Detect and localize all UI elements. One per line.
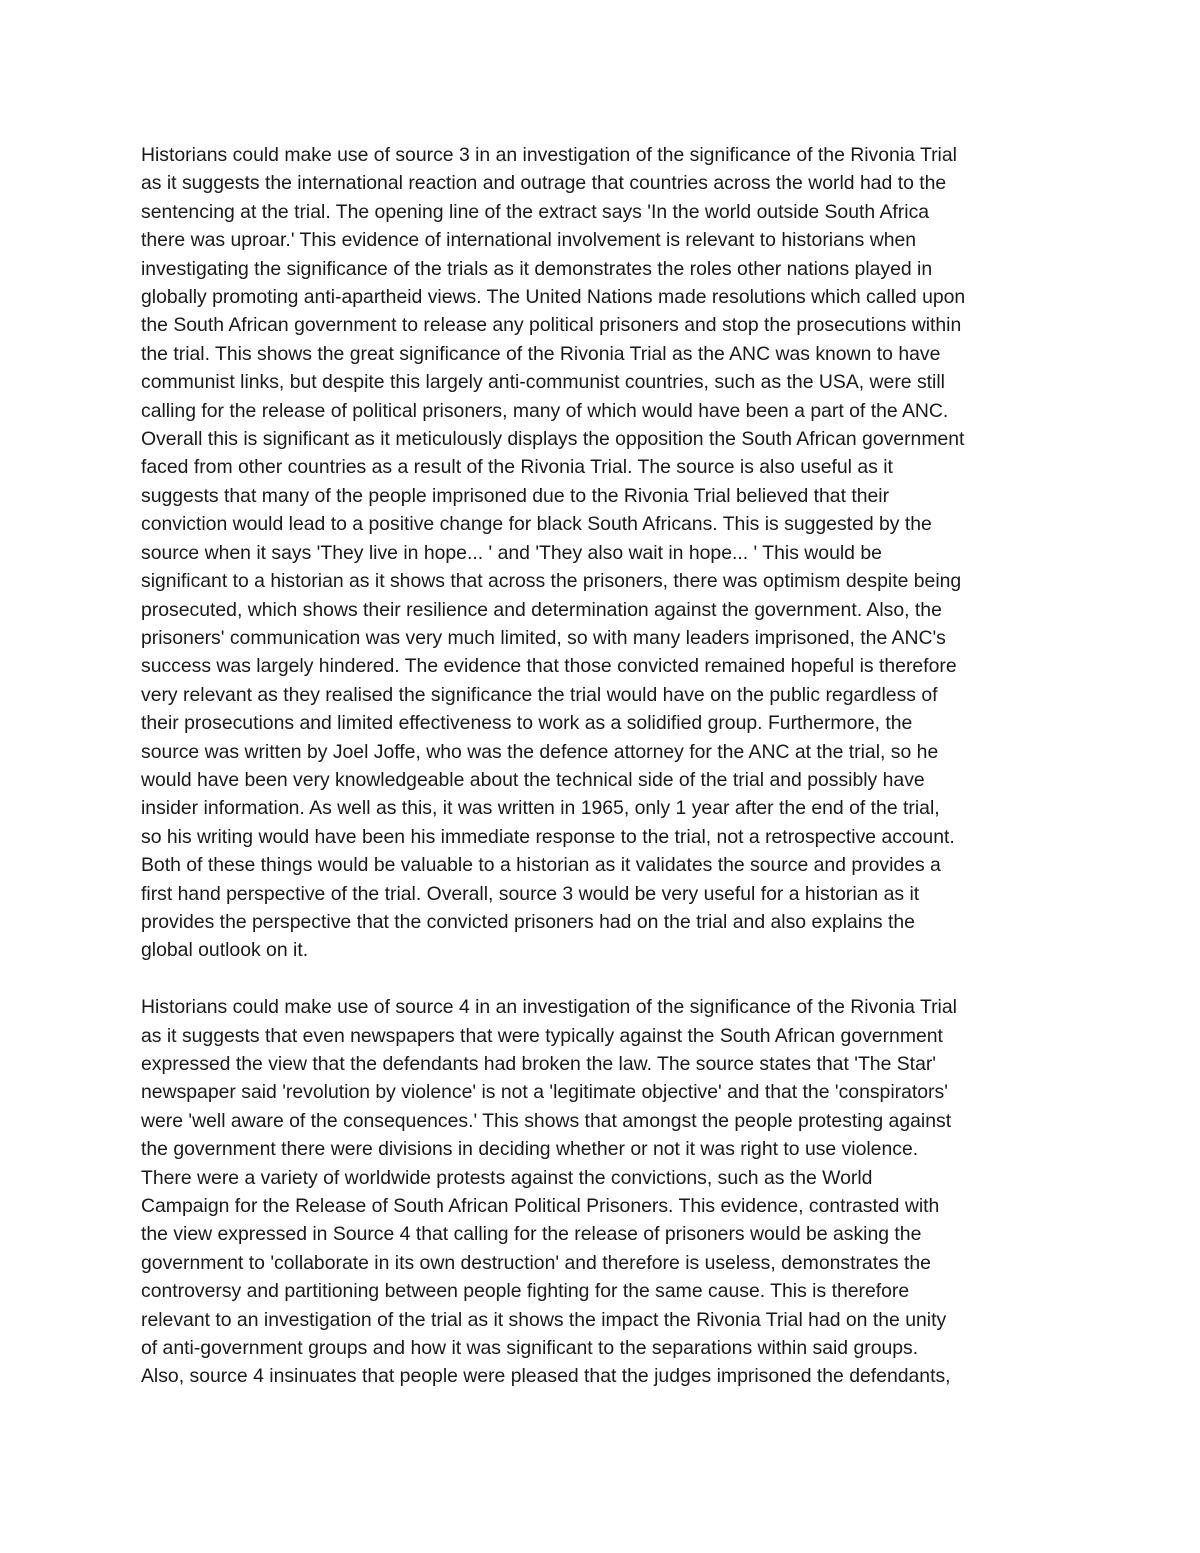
text-line: prosecuted, which shows their resilience and determination against the government. Also, the — [141, 598, 942, 621]
text-line: very relevant as they realised the significance the trial would have on the public regardless of — [141, 683, 938, 706]
text-line: conviction would lead to a positive change for black South Africans. This is suggested by the — [141, 513, 932, 536]
text-line: as it suggests that even newspapers that were typically against the South African government — [141, 1024, 943, 1047]
text-line: the view expressed in Source 4 that calling for the release of prisoners would be asking the — [141, 1223, 922, 1246]
text-line: would have been very knowledgeable about the technical side of the trial and possibly have — [141, 768, 925, 791]
text-line: There were a variety of worldwide protests against the convictions, such as the World — [141, 1166, 873, 1189]
text-line: globally promoting anti-apartheid views. The United Nations made resolutions which called upon — [141, 286, 966, 309]
text-line: global outlook on it. — [141, 939, 309, 962]
text-line: first hand perspective of the trial. Overall, source 3 would be very useful for a historian as it — [141, 882, 920, 905]
text-line: were 'well aware of the consequences.' This shows that amongst the people protesting against — [141, 1109, 952, 1132]
text-line: source was written by Joel Joffe, who was the defence attorney for the ANC at the trial, so he — [141, 740, 939, 763]
text-line: investigating the significance of the trials as it demonstrates the roles other nations played in — [141, 257, 933, 280]
text-line: faced from other countries as a result of the Rivonia Trial. The source is also useful as it — [141, 456, 893, 479]
text-line: Also, source 4 insinuates that people were pleased that the judges imprisoned the defendants, — [141, 1365, 951, 1388]
text-line: Overall this is significant as it meticulously displays the opposition the South African government — [141, 428, 965, 451]
text-line: sentencing at the trial. The opening line of the extract says 'In the world outside South Africa — [141, 200, 930, 223]
text-line: significant to a historian as it shows that across the prisoners, there was optimism despite being — [141, 570, 962, 593]
text-line: the trial. This shows the great significance of the Rivonia Trial as the ANC was known to have — [141, 342, 941, 365]
text-line: success was largely hindered. The evidence that those convicted remained hopeful is therefore — [141, 655, 957, 678]
text-line: there was uproar.' This evidence of international involvement is relevant to historians when — [141, 229, 917, 252]
paragraph-1 — [141, 141, 1071, 965]
text-line: the South African government to release any political prisoners and stop the prosecutions within — [141, 314, 962, 337]
text-line: their prosecutions and limited effectiveness to work as a solidified group. Furthermore, the — [141, 712, 913, 735]
text-line: relevant to an investigation of the trial as it shows the impact the Rivonia Trial had on the unity — [141, 1308, 947, 1331]
essay-body — [141, 141, 1071, 1391]
text-line: the government there were divisions in deciding whether or not it was right to use violence. — [141, 1138, 919, 1161]
text-line: insider information. As well as this, it was written in 1965, only 1 year after the end of the trial, — [141, 797, 940, 820]
text-line: Both of these things would be valuable to a historian as it validates the source and provides a — [141, 854, 941, 877]
text-line: so his writing would have been his immediate response to the trial, not a retrospective account. — [141, 825, 955, 848]
text-line: communist links, but despite this largely anti-communist countries, such as the USA, were still — [141, 371, 945, 394]
text-line: controversy and partitioning between people fighting for the same cause. This is therefore — [141, 1280, 910, 1303]
text-line: Historians could make use of source 4 in an investigation of the significance of the Rivonia Trial — [141, 996, 957, 1019]
text-line: expressed the view that the defendants had broken the law. The source states that 'The Star' — [141, 1052, 937, 1075]
text-line: calling for the release of political prisoners, many of which would have been a part of the ANC. — [141, 399, 949, 422]
text-line: Historians could make use of source 3 in an investigation of the significance of the Rivonia Trial — [141, 144, 957, 166]
text-line: of anti-government groups and how it was significant to the separations within said groups. — [141, 1337, 919, 1360]
text-line: source when it says 'They live in hope... ' and 'They also wait in hope... ' This would be — [141, 541, 882, 564]
text-line: provides the perspective that the convicted prisoners had on the trial and also explains the — [141, 910, 915, 933]
text-line: prisoners' communication was very much limited, so with many leaders imprisoned, the ANC's — [141, 626, 946, 649]
text-line: as it suggests the international reaction and outrage that countries across the world had to the — [141, 172, 947, 195]
text-line: Campaign for the Release of South African Political Prisoners. This evidence, contrasted with — [141, 1195, 940, 1218]
text-line: suggests that many of the people imprisoned due to the Rivonia Trial believed that their — [141, 484, 890, 507]
text-line: newspaper said 'revolution by violence' is not a 'legitimate objective' and that the 'conspirators' — [141, 1081, 948, 1104]
paragraph-2 — [141, 993, 1071, 1391]
text-line: government to 'collaborate in its own destruction' and therefore is useless, demonstrates the — [141, 1251, 931, 1274]
